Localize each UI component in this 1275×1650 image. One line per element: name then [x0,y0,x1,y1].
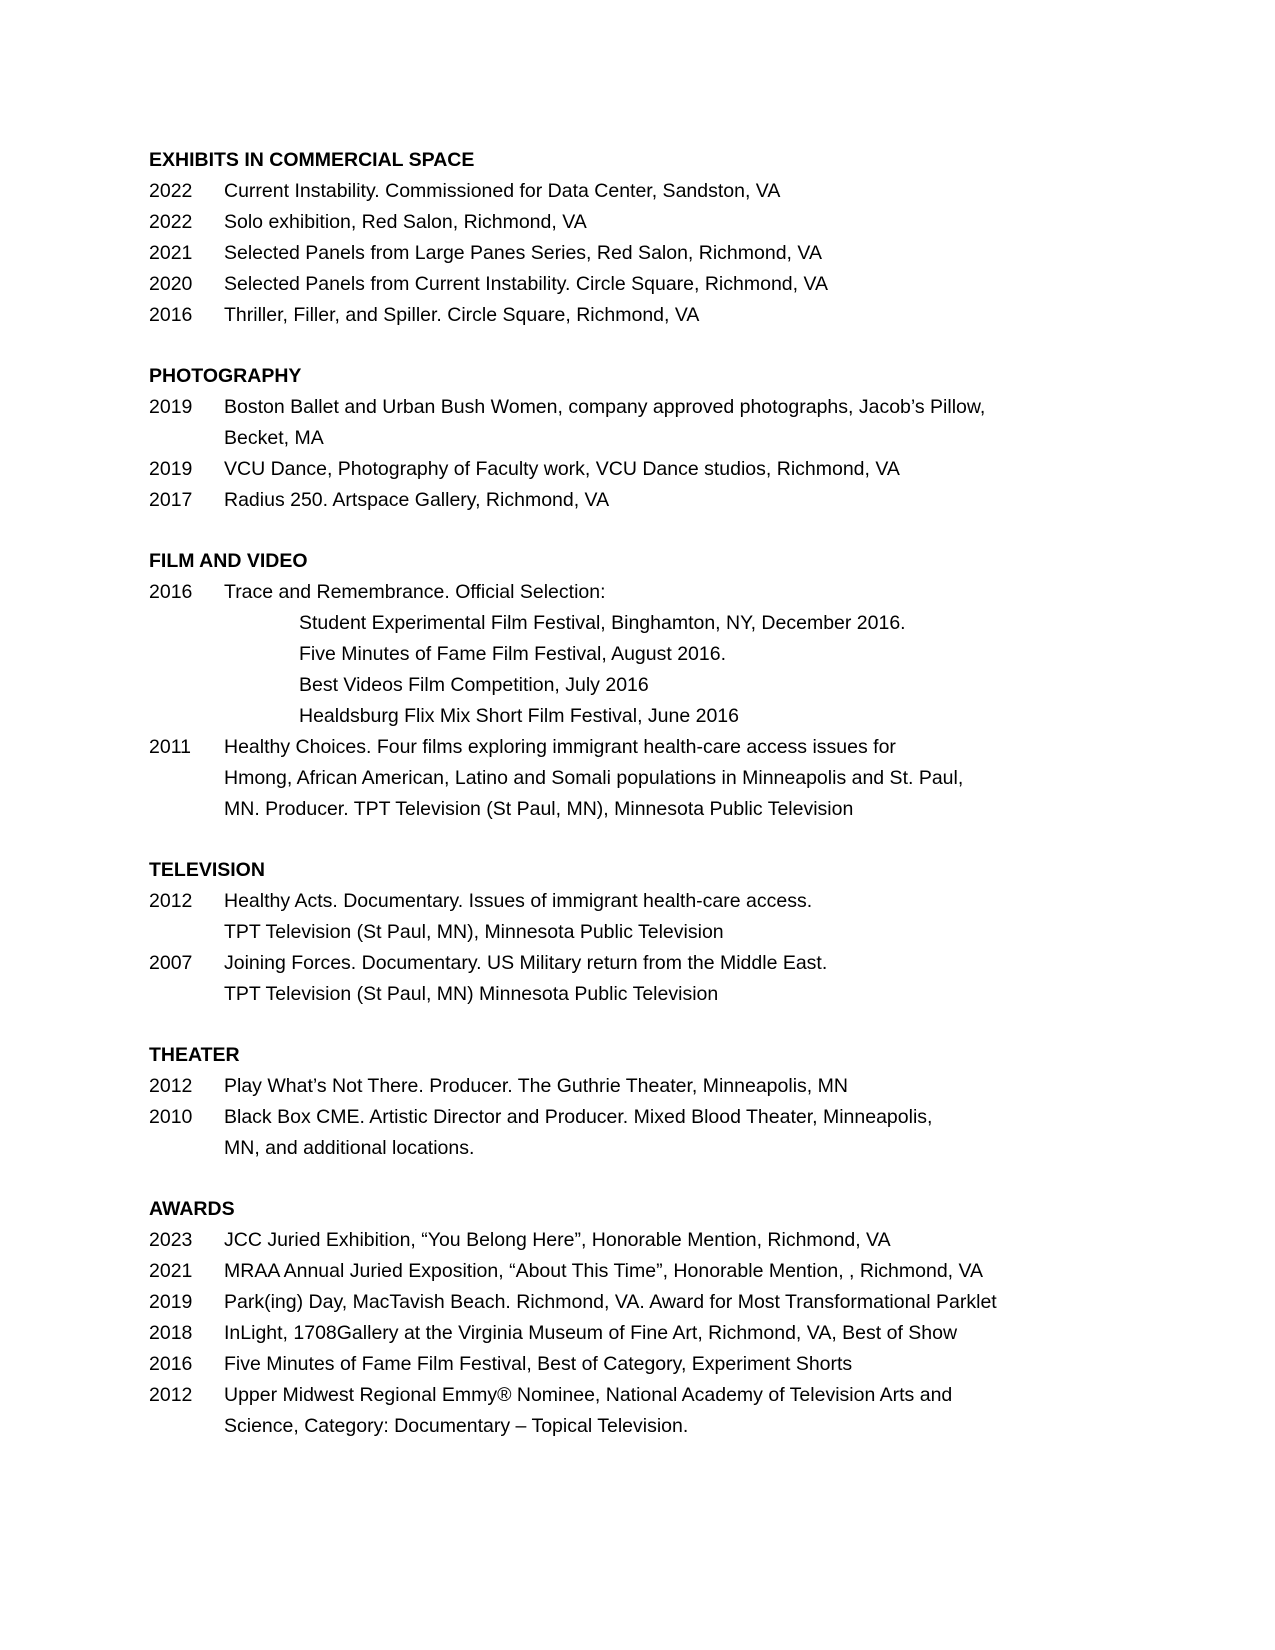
entry-content [224,176,1199,207]
entry-text-line: Black Box CME. Artistic Director and Producer. Mixed Blood Theater, Minneapolis, [224,1106,933,1128]
entry-row [149,1318,1199,1349]
entry-text-line: MN, and additional locations. [224,1137,475,1159]
section-heading: PHOTOGRAPHY [149,365,302,387]
entry-year: 2012 [149,1384,193,1406]
entry-year: 2021 [149,1260,193,1282]
entry-year: 2022 [149,211,193,233]
entry-row [149,1287,1199,1318]
section-heading: AWARDS [149,1198,235,1220]
section-heading: EXHIBITS IN COMMERCIAL SPACE [149,149,475,171]
entry-text-line: Radius 250. Artspace Gallery, Richmond, VA [224,489,610,511]
entry-year: 2021 [149,242,193,264]
entry-text-line: VCU Dance, Photography of Faculty work, VCU Dance studios, Richmond, VA [224,458,900,480]
entry-text-line: MN. Producer. TPT Television (St Paul, MN), Minnesota Public Television [224,798,854,820]
entry-text-line: Science, Category: Documentary – Topical Television. [224,1415,689,1437]
section-exhibits-in-commercial-space [149,145,1199,331]
entry-year: 2010 [149,1106,193,1128]
entry-row [149,1102,1199,1164]
entry-content [224,1380,1199,1442]
entry-row [149,300,1199,331]
entry-content [224,485,1199,516]
entry-year: 2016 [149,1353,193,1375]
entry-text-line: Healthy Acts. Documentary. Issues of immigrant health-care access. [224,890,813,912]
entry-year: 2019 [149,1291,193,1313]
entry-text-line: MRAA Annual Juried Exposition, “About This Time”, Honorable Mention, , Richmond, VA [224,1260,984,1282]
entry-text-line: Thriller, Filler, and Spiller. Circle Square, Richmond, VA [224,304,700,326]
entry-row [149,485,1199,516]
entry-content [224,886,1199,948]
entry-row [149,732,1199,825]
entry-year: 2019 [149,458,193,480]
entry-year: 2020 [149,273,193,295]
section-heading: TELEVISION [149,859,265,881]
entry-year: 2018 [149,1322,193,1344]
entry-text-line: Healthy Choices. Four films exploring immigrant health-care access issues for [224,736,896,758]
section-awards [149,1194,1199,1442]
entry-content [224,454,1199,485]
entry-row [149,1071,1199,1102]
entry-year: 2011 [149,736,191,758]
entry-text-line: Upper Midwest Regional Emmy® Nominee, National Academy of Television Arts and [224,1384,953,1406]
entry-year: 2016 [149,304,193,326]
entry-row [149,207,1199,238]
festival-selection-line: Five Minutes of Fame Film Festival, August 2016. [299,643,727,665]
entry-row [149,238,1199,269]
entry-year: 2007 [149,952,193,974]
section-film-and-video [149,546,1199,825]
entry-content [224,1102,1199,1164]
entry-text-line: TPT Television (St Paul, MN) Minnesota Public Television [224,983,719,1005]
entry-content [224,1256,1199,1287]
entry-content [224,1349,1199,1380]
entry-content [224,1071,1199,1102]
entry-text-line: Play What’s Not There. Producer. The Guthrie Theater, Minneapolis, MN [224,1075,848,1097]
entry-row [149,176,1199,207]
entry-year: 2012 [149,890,193,912]
festival-selection-line: Healdsburg Flix Mix Short Film Festival, June 2016 [299,705,739,727]
cv-page [149,145,1199,1472]
entry-text-line: Boston Ballet and Urban Bush Women, company approved photographs, Jacob’s Pillow, [224,396,986,418]
entry-row [149,1349,1199,1380]
entry-row [149,269,1199,300]
section-heading: THEATER [149,1044,240,1066]
entry-text-line: Hmong, African American, Latino and Somali populations in Minneapolis and St. Paul, [224,767,964,789]
entry-text-line: InLight, 1708Gallery at the Virginia Museum of Fine Art, Richmond, VA, Best of Show [224,1322,958,1344]
entry-row [149,1380,1199,1442]
entry-content [224,577,1199,732]
entry-year: 2022 [149,180,193,202]
entry-row [149,454,1199,485]
entry-text-line: Park(ing) Day, MacTavish Beach. Richmond, VA. Award for Most Transformational Parklet [224,1291,997,1313]
festival-selection-line: Best Videos Film Competition, July 2016 [299,674,649,696]
entry-text-line: JCC Juried Exhibition, “You Belong Here”, Honorable Mention, Richmond, VA [224,1229,891,1251]
entry-row [149,886,1199,948]
entry-content [224,948,1199,1010]
entry-text-line: TPT Television (St Paul, MN), Minnesota Public Television [224,921,724,943]
section-theater [149,1040,1199,1164]
entry-year: 2023 [149,1229,193,1251]
entry-content [224,207,1199,238]
entry-year: 2017 [149,489,193,511]
entry-row [149,392,1199,454]
entry-text-line: Current Instability. Commissioned for Data Center, Sandston, VA [224,180,781,202]
entry-row [149,577,1199,732]
entry-text-line: Trace and Remembrance. Official Selection: [224,581,606,603]
entry-text-line: Becket, MA [224,427,324,449]
entry-text-line: Solo exhibition, Red Salon, Richmond, VA [224,211,587,233]
festival-selection-line: Student Experimental Film Festival, Binghamton, NY, December 2016. [299,612,906,634]
entry-content [224,238,1199,269]
entry-text-line: Five Minutes of Fame Film Festival, Best of Category, Experiment Shorts [224,1353,853,1375]
entry-row [149,1225,1199,1256]
entry-row [149,948,1199,1010]
entry-text-line: Selected Panels from Large Panes Series, Red Salon, Richmond, VA [224,242,822,264]
entry-year: 2012 [149,1075,193,1097]
entry-row [149,1256,1199,1287]
entry-content [224,392,1199,454]
section-television [149,855,1199,1010]
entry-content [224,1287,1199,1318]
entry-content [224,300,1199,331]
entry-content [224,732,1199,825]
section-heading: FILM AND VIDEO [149,550,308,572]
entry-text-line: Joining Forces. Documentary. US Military return from the Middle East. [224,952,828,974]
entry-text-line: Selected Panels from Current Instability. Circle Square, Richmond, VA [224,273,829,295]
entry-year: 2016 [149,581,193,603]
entry-content [224,1225,1199,1256]
section-photography [149,361,1199,516]
entry-content [224,269,1199,300]
entry-content [224,1318,1199,1349]
entry-year: 2019 [149,396,193,418]
